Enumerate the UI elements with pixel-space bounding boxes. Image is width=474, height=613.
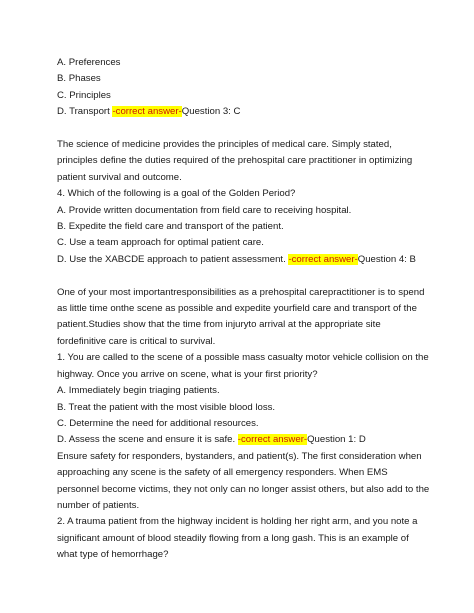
question-2: what type of hemorrhage? [57,549,169,561]
option-d-q1-text: D. Assess the scene and ensure it is safe. [57,434,238,446]
paragraph-gap [57,121,422,137]
question-ref: Question 4: B [357,253,416,265]
option-d-q1 [57,432,422,448]
option-d-q3-text: D. Transport [57,106,113,118]
option-a-q1: A. Immediately begin triaging patients. [57,385,220,397]
correct-answer-highlight: -correct answer- [237,434,308,446]
option-d-q3 [57,104,422,120]
rationale-line: number of patients. [57,499,140,511]
intro-line: fordefinitive care is critical to survival. [57,335,216,347]
rationale-line: Ensure safety for responders, bystanders, and patient(s). The first consideration when [57,450,422,462]
correct-answer-highlight: -correct answer- [112,106,182,118]
explanation-line: patient survival and outcome. [57,171,182,183]
document-page [57,55,430,564]
question-4: 4. Which of the following is a goal of the Golden Period? [57,188,296,200]
rationale-line: approaching any scene is the safety of all emergency responders. When EMS [57,467,388,479]
option-c-q4: C. Use a team approach for optimal patient care. [57,237,264,249]
option-c-q1: C. Determine the need for additional resources. [57,417,259,429]
correct-answer-highlight: -correct answer- [288,253,358,265]
option-b-q3: B. Phases [57,73,101,85]
paragraph-gap [57,268,422,284]
question-ref: Question 1: D [307,434,366,446]
intro-line: patient.Studies show that the time from injuryto arrival at the appropriate site [57,319,381,331]
question-1: highway. Once you arrive on scene, what is your first priority? [57,368,318,380]
option-a-q4: A. Provide written documentation from field care to receiving hospital. [57,204,352,216]
question-2: 2. A trauma patient from the highway incident is holding her right arm, and you note a [57,516,418,528]
rationale-line: personnel become victims, they not only can no longer assist others, but also add to the [57,483,430,495]
option-c-q3: C. Principles [57,89,111,101]
option-d-q4-text: D. Use the XABCDE approach to patient assessment. [57,253,289,265]
option-b-q4: B. Expedite the field care and transport of the patient. [57,221,284,233]
explanation-line: principles define the duties required of the prehospital care practitioner in optimizing [57,155,413,167]
explanation-line: The science of medicine provides the principles of medical care. Simply stated, [57,139,392,151]
question-2: significant amount of blood steadily flowing from a long gash. This is an example of [57,532,409,544]
option-b-q1: B. Treat the patient with the most visible blood loss. [57,401,276,413]
option-d-q4 [57,252,422,268]
question-ref: Question 3: C [181,106,241,118]
intro-line: as little time onthe scene as possible and expedite yourfield care and transport of the [57,303,417,315]
question-1: 1. You are called to the scene of a possible mass casualty motor vehicle collision on the [57,352,429,364]
option-a-q3: A. Preferences [57,57,121,68]
intro-line: One of your most importantresponsibilities as a prehospital carepractitioner is to spend [57,286,425,298]
